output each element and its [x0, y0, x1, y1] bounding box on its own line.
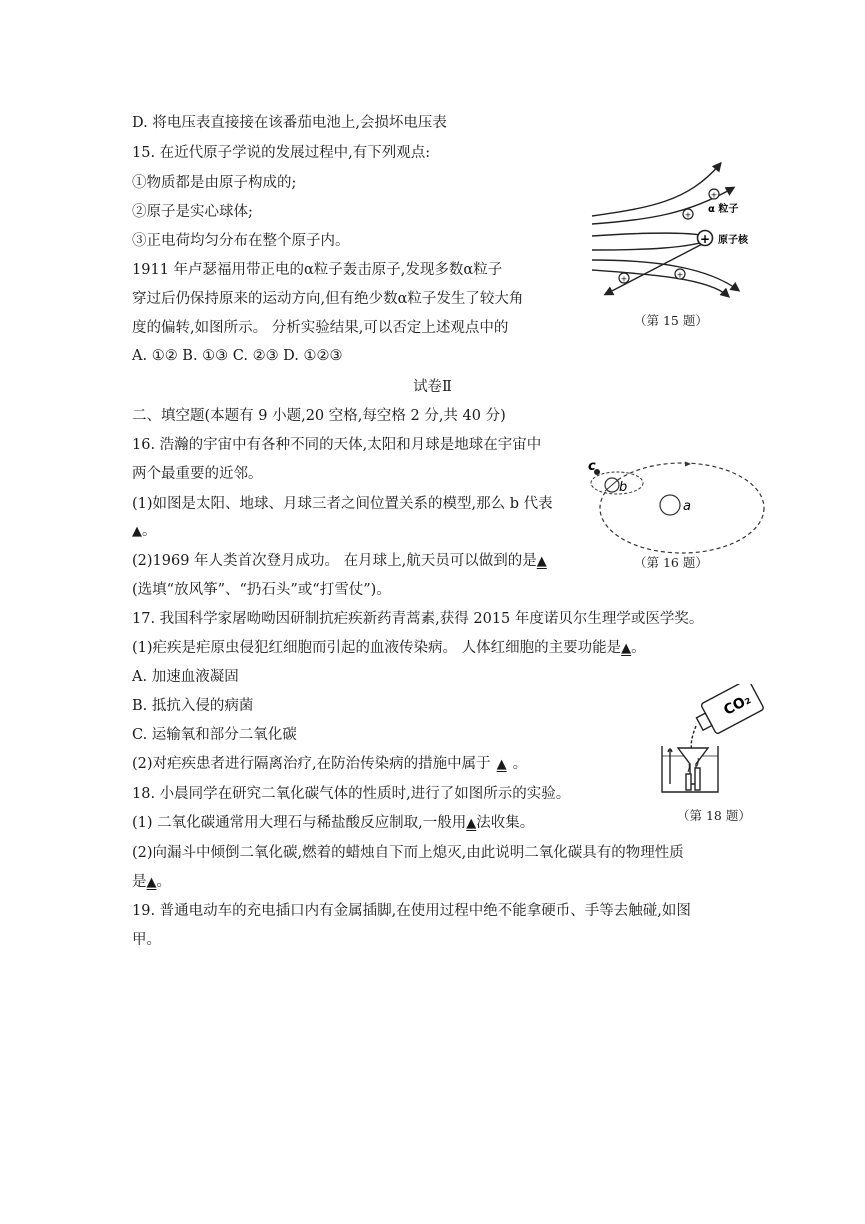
q14-option-d: D. 将电压表直接接在该番茄电池上,会损坏电压表	[132, 115, 447, 131]
q16-stem-1: 16. 浩瀚的宇宙中有各种不同的天体,太阳和月球是地球在宇宙中	[132, 437, 542, 453]
q17-part-2: (2)对疟疾患者进行隔离治疗,在防治传染病的措施中属于 ▲ 。	[132, 756, 528, 772]
fig15-alpha-scattering	[588, 158, 758, 300]
fig15-caption: （第 15 题）	[634, 313, 708, 328]
q18-part-2-cont: 是▲。	[132, 874, 171, 890]
fig15-nucleus	[698, 231, 713, 247]
q18-part-1: (1) 二氧化碳通常用大理石与稀盐酸反应制取,一般用▲法收集。	[132, 815, 535, 831]
q15-text-3: 度的偏转,如图所示。 分析实验结果,可以否定上述观点中的	[132, 320, 509, 336]
svg-text:+: +	[676, 270, 684, 280]
q18-part-2: (2)向漏斗中倾倒二氧化碳,燃着的蜡烛自下而上熄灭,由此说明二氧化碳具有的物理性质	[132, 845, 684, 861]
sun-icon	[660, 495, 680, 515]
fig15-label-alpha: α 粒子	[708, 204, 739, 215]
q15-view-2: ②原子是实心球体;	[132, 204, 253, 220]
fig16-label-c: c	[588, 459, 596, 474]
answer-blank[interactable]: ▲	[466, 816, 477, 831]
svg-text:+: +	[684, 210, 692, 220]
q15-view-1: ①物质都是由原子构成的;	[132, 175, 297, 191]
fig16-sun-earth-moon	[585, 458, 775, 558]
answer-blank[interactable]: ▲	[621, 641, 632, 656]
q15-text-1: 1911 年卢瑟福用带正电的α粒子轰击原子,发现多数α粒子	[132, 262, 503, 278]
svg-text:+: +	[620, 274, 628, 284]
fig16-label-a: a	[683, 499, 691, 514]
fig15-label-nucleus: 原子核	[718, 235, 748, 246]
q17-option-b: B. 抵抗入侵的病菌	[132, 698, 254, 714]
q16-part-1-blank: ▲。	[132, 523, 157, 539]
section-2-heading: 二、填空题(本题有 9 小题,20 空格,每空格 2 分,共 40 分)	[132, 408, 506, 424]
q19-stem-1: 19. 普通电动车的充电插口内有金属插脚,在使用过程中绝不能拿硬币、手等去触碰,如图	[132, 903, 691, 919]
q16-stem-2: 两个最重要的近邻。	[132, 466, 263, 482]
paper-2-title: 试卷Ⅱ	[413, 379, 452, 395]
q16-part-2-options: (选填“放风筝”、“扔石头”或“打雪仗”)。	[132, 582, 391, 598]
q16-part-1: (1)如图是太阳、地球、月球三者之间位置关系的模型,那么 b 代表	[132, 496, 553, 512]
q17-option-c: C. 运输氧和部分二氧化碳	[132, 727, 297, 743]
q15-text-2: 穿过后仍保持原来的运动方向,但有绝少数α粒子发生了较大角	[132, 291, 524, 307]
q18-stem: 18. 小晨同学在研究二氧化碳气体的性质时,进行了如图所示的实验。	[132, 786, 571, 802]
answer-blank[interactable]: ▲	[536, 554, 547, 569]
answer-blank[interactable]: ▲	[496, 757, 507, 772]
svg-text:+: +	[699, 232, 711, 246]
q15-view-3: ③正电荷均匀分布在整个原子内。	[132, 233, 350, 249]
q16-part-2: (2)1969 年人类首次登月成功。 在月球上,航天员可以做到的是▲	[132, 553, 547, 569]
q15-stem: 15. 在近代原子学说的发展过程中,有下列观点:	[132, 145, 431, 161]
q17-part-1: (1)疟疾是疟原虫侵犯红细胞而引起的血液传染病。 人体红细胞的主要功能是▲。	[132, 640, 646, 656]
q19-stem-2: 甲。	[132, 932, 161, 948]
q15-options: A. ①② B. ①③ C. ②③ D. ①②③	[132, 348, 343, 364]
co2-bottle-label: CO₂	[721, 691, 754, 719]
q17-stem: 17. 我国科学家屠呦呦因研制抗疟疾新药青蒿素,获得 2015 年度诺贝尔生理学或医学奖。	[132, 611, 704, 627]
fig16-label-b: b	[619, 480, 628, 495]
svg-text:+: +	[710, 190, 718, 200]
answer-blank[interactable]: ▲	[146, 875, 157, 890]
fig18-co2-experiment	[660, 684, 775, 802]
q17-option-a: A. 加速血液凝固	[132, 669, 239, 685]
answer-blank[interactable]: ▲	[132, 524, 142, 539]
fig16-caption: （第 16 题）	[634, 555, 708, 570]
fig18-caption: （第 18 题）	[677, 808, 751, 823]
